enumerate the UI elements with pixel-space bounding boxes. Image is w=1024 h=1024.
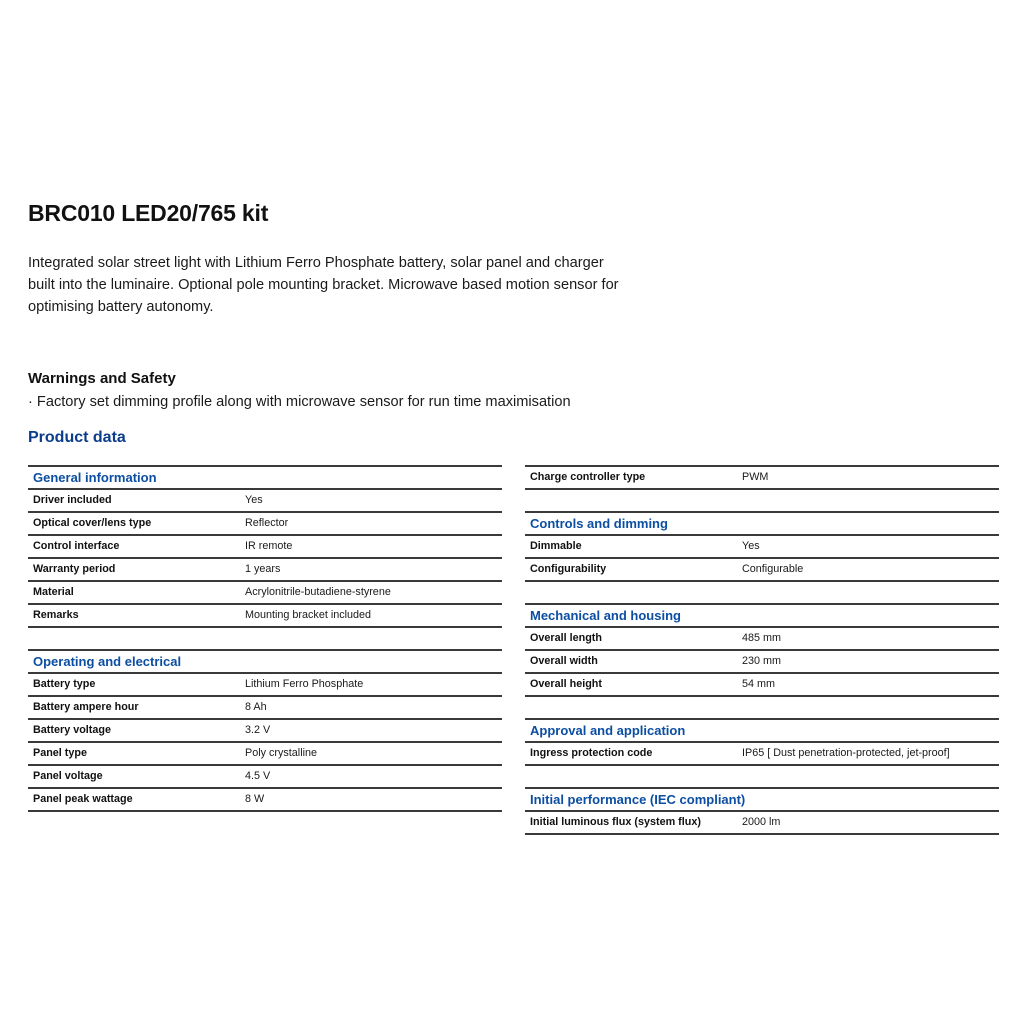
section-general-information <box>28 465 502 628</box>
spec-value: 2000 lm <box>742 816 781 828</box>
spec-label: Battery ampere hour <box>33 701 139 713</box>
spec-label: Overall width <box>530 655 598 667</box>
spec-row <box>28 536 502 559</box>
spec-column-left <box>28 465 502 812</box>
spec-value: 8 Ah <box>245 701 267 713</box>
spec-row <box>28 513 502 536</box>
section-controls-and-dimming <box>525 511 999 582</box>
spec-label: Panel voltage <box>33 770 103 782</box>
spec-row <box>525 674 999 697</box>
spec-row <box>28 766 502 789</box>
spec-label: Configurability <box>530 563 607 575</box>
spec-row <box>28 582 502 605</box>
section-approval-and-application <box>525 718 999 766</box>
spec-value: 4.5 V <box>245 770 271 782</box>
spec-label: Battery type <box>33 678 96 690</box>
spec-value: 230 mm <box>742 655 782 667</box>
spec-label: Dimmable <box>530 540 582 552</box>
spec-value: 8 W <box>245 793 265 805</box>
spec-label: Initial luminous flux (system flux) <box>530 816 701 828</box>
spec-value: 485 mm <box>742 632 782 644</box>
spec-row <box>28 490 502 513</box>
spec-label: Panel peak wattage <box>33 793 133 805</box>
product-description: Integrated solar street light with Lithium Ferro Phosphate battery, solar panel and charger built into the luminaire. Optional pole mounting bracket. Microwave based motion sensor for optimising battery autonomy. <box>28 255 619 315</box>
spec-label: Remarks <box>33 609 79 621</box>
section-heading: General information <box>28 467 502 490</box>
spec-row <box>28 674 502 697</box>
spec-row <box>525 812 999 835</box>
section-heading: Operating and electrical <box>28 651 502 674</box>
spec-label: Charge controller type <box>530 471 646 483</box>
product-data-title: Product data <box>28 429 126 446</box>
spec-value: Poly crystalline <box>245 747 318 759</box>
spec-label: Control interface <box>33 540 120 552</box>
spec-value: Lithium Ferro Phosphate <box>245 678 364 690</box>
section-heading: Controls and dimming <box>525 513 999 536</box>
spec-row <box>525 467 999 490</box>
spec-row <box>28 605 502 628</box>
spec-label: Battery voltage <box>33 724 112 736</box>
spec-value: Configurable <box>742 563 804 575</box>
section-initial-performance <box>525 787 999 835</box>
spec-row <box>28 720 502 743</box>
spec-row <box>525 536 999 559</box>
spec-label: Overall length <box>530 632 602 644</box>
section-mechanical-and-housing <box>525 603 999 697</box>
section-heading: Initial performance (IEC compliant) <box>525 789 999 812</box>
spec-value: IR remote <box>245 540 293 552</box>
spec-row <box>28 697 502 720</box>
spec-value: Acrylonitrile-butadiene-styrene <box>245 586 391 598</box>
spec-label: Material <box>33 586 74 598</box>
spec-value: 54 mm <box>742 678 775 690</box>
spec-value: Yes <box>245 494 263 506</box>
spec-label: Warranty period <box>33 563 116 575</box>
spec-value: 3.2 V <box>245 724 271 736</box>
warning-item: · Factory set dimming profile along with microwave sensor for run time maximisation <box>28 394 571 410</box>
warnings-title: Warnings and Safety <box>28 370 176 387</box>
spec-value: PWM <box>742 471 769 483</box>
spec-row <box>525 651 999 674</box>
section-operating-and-electrical <box>28 649 502 812</box>
section-charge-controller <box>525 465 999 490</box>
spec-label: Driver included <box>33 494 112 506</box>
spec-value: 1 years <box>245 563 281 575</box>
spec-row <box>28 743 502 766</box>
spec-value: Mounting bracket included <box>245 609 372 621</box>
spec-label: Panel type <box>33 747 88 759</box>
spec-label: Ingress protection code <box>530 747 653 759</box>
spec-column-right <box>525 465 999 835</box>
spec-row <box>525 559 999 582</box>
spec-label: Overall height <box>530 678 602 690</box>
spec-row <box>28 789 502 812</box>
section-heading: Approval and application <box>525 720 999 743</box>
spec-row <box>525 743 999 766</box>
spec-row <box>28 559 502 582</box>
product-title: BRC010 LED20/765 kit <box>28 200 269 226</box>
section-heading: Mechanical and housing <box>525 605 999 628</box>
spec-value: IP65 [ Dust penetration-protected, jet-proof] <box>742 747 950 759</box>
spec-value: Reflector <box>245 517 289 529</box>
spec-row <box>525 628 999 651</box>
spec-label: Optical cover/lens type <box>33 517 152 529</box>
spec-value: Yes <box>742 540 760 552</box>
